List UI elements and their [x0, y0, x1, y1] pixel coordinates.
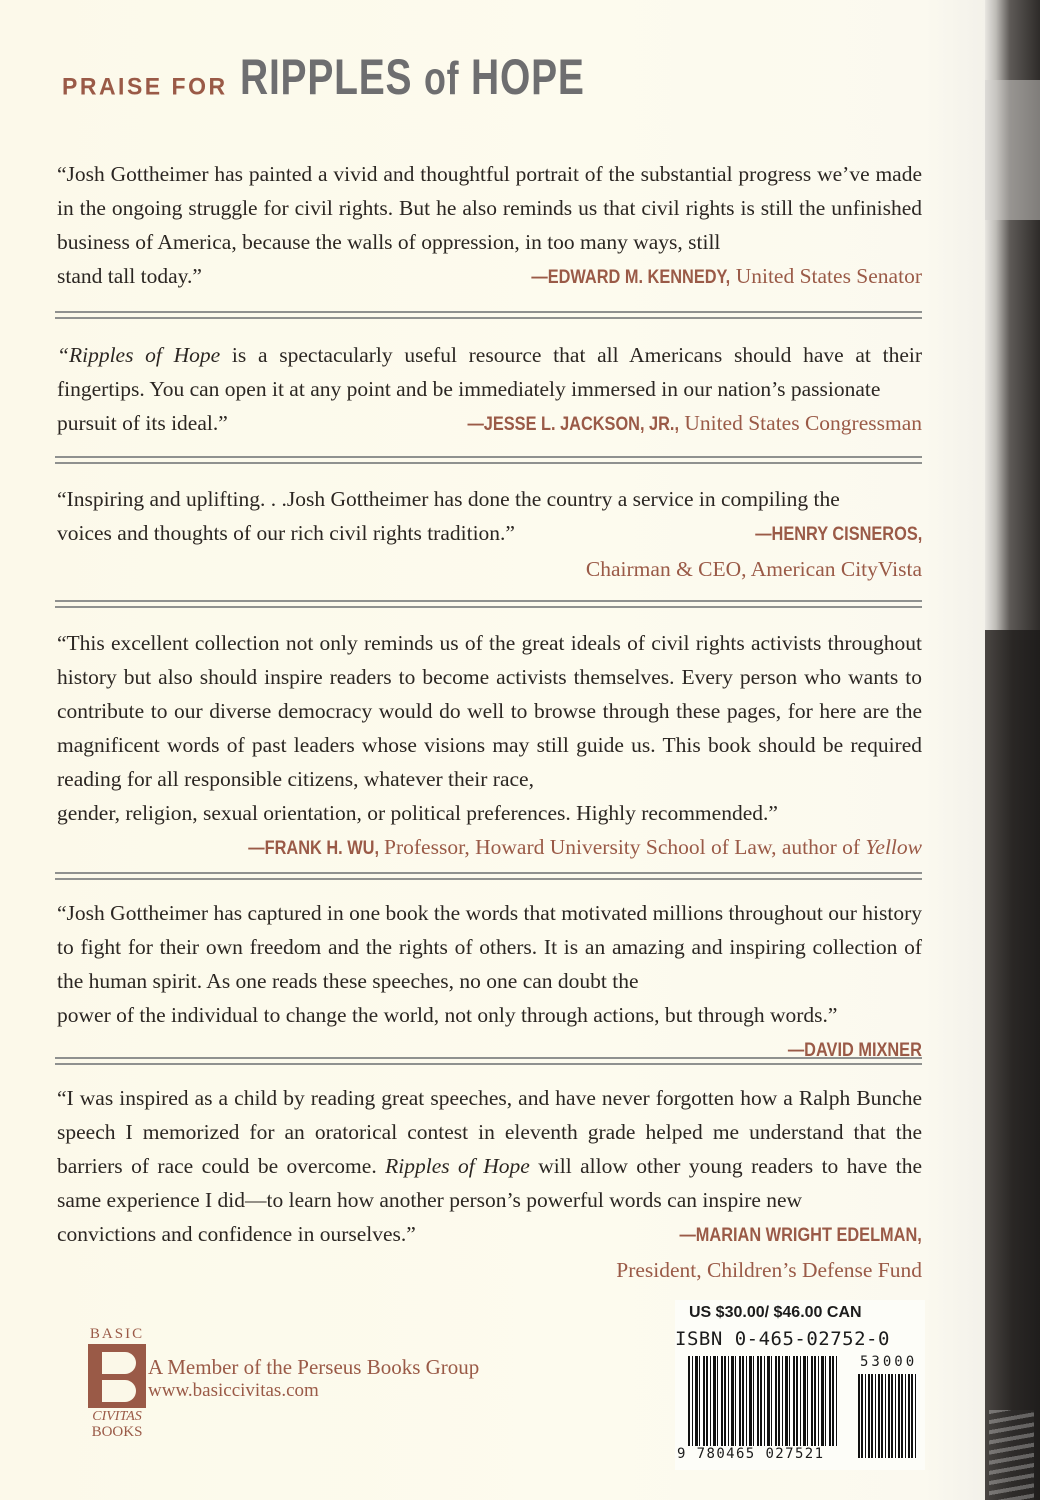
blurb-attribution	[728, 516, 922, 552]
blurb-last-line: —EDWARD M. KENNEDY, United States Senator stand tall today.”	[57, 259, 922, 295]
publisher-block	[87, 1325, 587, 1475]
addon-barcode-icon	[858, 1374, 918, 1458]
blurb-quote: “Inspiring and uplifting. . .Josh Gottheimer has done the country a service in compiling the	[57, 487, 840, 511]
addon-code: 53000	[860, 1354, 918, 1370]
blurb-mixner	[57, 896, 922, 1068]
blurb-attribution	[640, 1217, 922, 1253]
logo-b-mark-icon	[88, 1344, 146, 1408]
attribution-name: —DAVID MIXNER	[787, 1040, 922, 1061]
blurb-attribution	[57, 830, 922, 866]
blurb-jackson	[57, 338, 922, 442]
title-of: of	[423, 52, 459, 104]
blurb-quote: “Josh Gottheimer has captured in one book the words that motivated millions throughout our history to fight for their own freedom and the rights of others. It is an amazing and inspiring collection of the human spirit. As one reads these speeches, no one can doubt the	[57, 901, 922, 993]
cover-heading	[62, 49, 681, 105]
isbn-label: ISBN 0-465-02752-0	[675, 1328, 890, 1350]
blurb-quote: “Ripples of Hope is a spectacularly useful resource that all Americans should have at their fingertips. You can open it at any point and be immediately immersed in our nation’s passionate	[57, 343, 923, 401]
attribution-name: —JESSE L. JACKSON, JR.,	[467, 414, 679, 435]
blurb-quote: “Josh Gottheimer has painted a vivid and thoughtful portrait of the substantial progress we’ve made in the ongoing struggle for civil rights. But he also reminds us that civil rights is still the unfinished business of America, because the walls of oppression, in too many ways, still	[57, 162, 922, 254]
publisher-member-line: A Member of the Perseus Books Group	[148, 1355, 480, 1379]
price-label: US $30.00/ $46.00 CAN	[689, 1304, 862, 1321]
blurb-last-line: power of the individual to change the world, not only through actions, but through words.”	[57, 1003, 838, 1027]
blurb-last-line: gender, religion, sexual orientation, or political preferences. Highly recommended.”	[57, 801, 778, 825]
blurb-attribution	[499, 259, 922, 295]
attribution-title: United States Congressman	[684, 411, 922, 435]
attribution-name: —MARIAN WRIGHT EDELMAN,	[679, 1225, 922, 1246]
blurb-quote: “I was inspired as a child by reading great speeches, and have never forgotten how a Ralph Bunche speech I memorized for an oratorical contest in eleventh grade helped me understand that the barriers of race could be overcome. Ripples of Hope will allow other young readers to have the same experience I did—to learn how another person’s powerful words can inspire new	[57, 1086, 922, 1212]
praise-for-label: PRAISE FOR	[62, 72, 228, 100]
blurb-last-line: —JESSE L. JACKSON, JR., United States Congressman pursuit of its ideal.”	[57, 406, 922, 442]
blurb-cisneros	[57, 482, 922, 586]
blurb-wu	[57, 626, 922, 866]
attribution-name: —EDWARD M. KENNEDY,	[531, 267, 731, 288]
basic-civitas-logo	[87, 1325, 147, 1440]
publisher-text	[148, 1355, 479, 1402]
ean-barcode-icon	[688, 1356, 838, 1446]
attribution-title: United States Senator	[735, 264, 922, 288]
blurb-last-line: —HENRY CISNEROS, voices and thoughts of our rich civil rights tradition.”	[57, 516, 922, 552]
blurb-attribution	[433, 406, 922, 442]
logo-basic-text: BASIC	[89, 1326, 145, 1342]
book-spine-edge	[985, 0, 1040, 1500]
attribution-title: Professor, Howard University School of Law, author of	[384, 835, 861, 859]
blurb-kennedy	[57, 157, 922, 295]
publisher-url[interactable]: www.basiccivitas.com	[148, 1380, 319, 1401]
attribution-title: President, Children’s Defense Fund	[616, 1258, 922, 1282]
logo-books-text: BOOKS	[91, 1424, 143, 1440]
blurb-quote: “This excellent collection not only reminds us of the great ideals of civil rights activists throughout history but also should inspire readers to become activists themselves. Every person who wants to contribute to our diverse democracy would do well to browse through these pages, for here are the magnificent words of past leaders whose visions may still guide us. This book should be required reading for all responsible citizens, whatever their race,	[57, 631, 922, 791]
attribution-name: —FRANK H. WU,	[247, 838, 379, 859]
book-title	[239, 49, 585, 105]
logo-civitas-text: CIVITAS	[92, 1409, 142, 1424]
double-rule-divider	[55, 456, 922, 464]
blurb-last-line: —MARIAN WRIGHT EDELMAN, convictions and confidence in ourselves.”	[57, 1217, 922, 1253]
double-rule-divider	[55, 1057, 922, 1065]
double-rule-divider	[55, 311, 922, 319]
attribution-name: —HENRY CISNEROS,	[754, 524, 922, 545]
double-rule-divider	[55, 600, 922, 608]
title-ripples: RIPPLES	[239, 49, 412, 105]
blurb-edelman	[57, 1081, 922, 1287]
barcode-panel	[675, 1300, 925, 1470]
title-hope: HOPE	[470, 49, 585, 105]
attribution-book: Yellow	[865, 835, 922, 859]
double-rule-divider	[55, 872, 922, 880]
ean-number: 9 780465 027521	[677, 1446, 852, 1462]
attribution-title: Chairman & CEO, American CityVista	[585, 557, 922, 581]
